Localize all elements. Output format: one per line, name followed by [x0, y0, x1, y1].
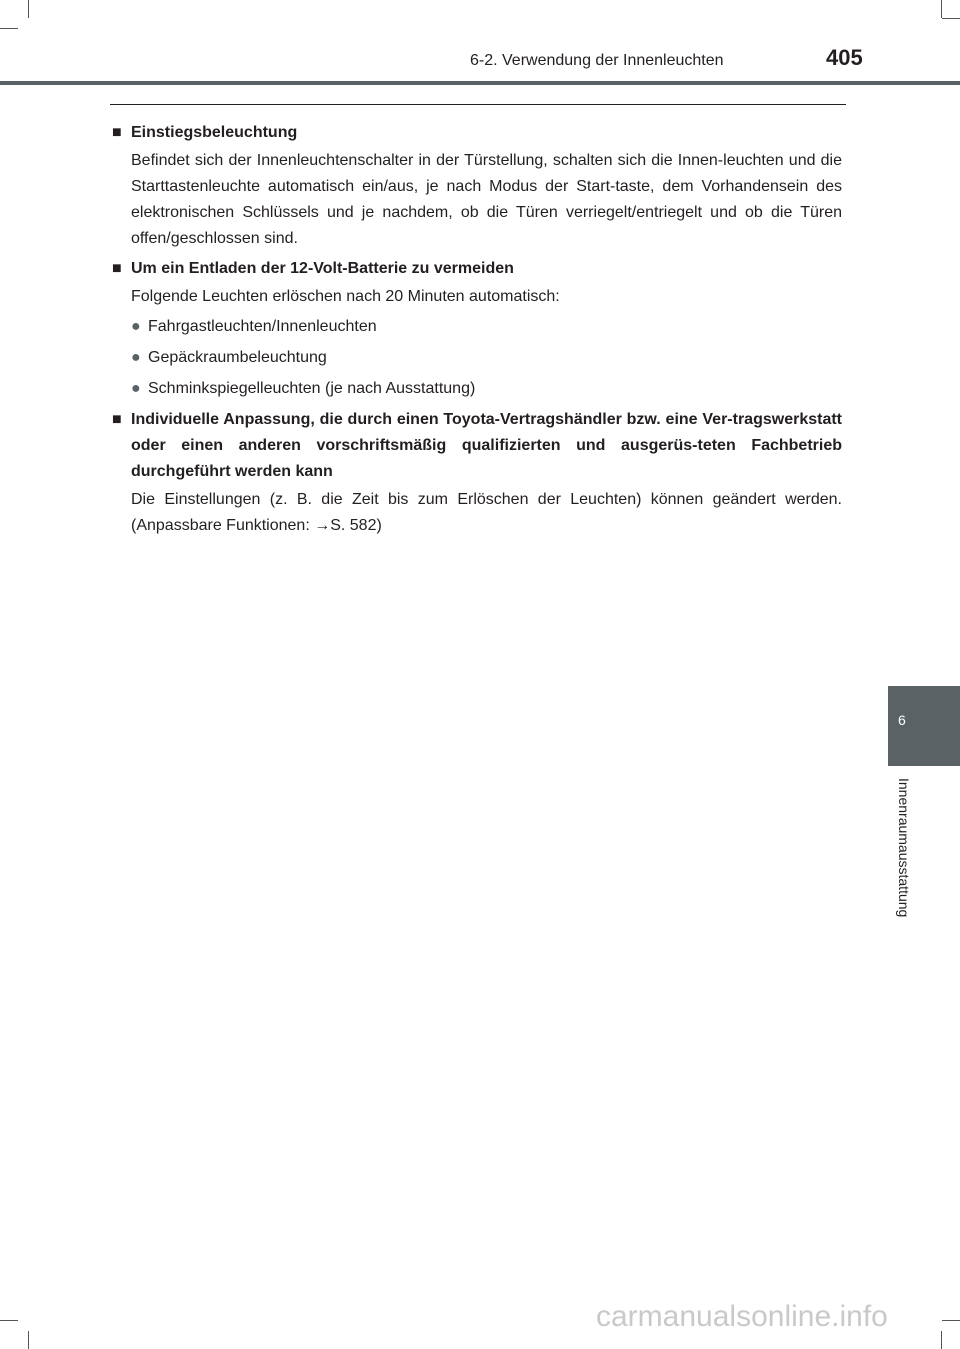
square-bullet-icon: ■ [112, 411, 122, 428]
square-bullet-icon: ■ [112, 124, 122, 141]
circle-bullet-icon: ● [131, 380, 141, 397]
section-heading-text: Um ein Entladen der 12-Volt-Batterie zu vermeiden [131, 260, 514, 277]
header-bar [0, 81, 960, 85]
section-heading [112, 256, 842, 282]
circle-bullet-icon: ● [131, 318, 141, 335]
section-anpassung [112, 407, 842, 539]
square-bullet-icon: ■ [112, 260, 122, 277]
watermark: carmanualsonline.info [596, 1300, 888, 1333]
list-item-text: Gepäckraumbeleuchtung [148, 349, 327, 366]
section-paragraph: Die Einstellungen (z. B. die Zeit bis zum Erlöschen der Leuchten) können geändert werden. (Anpassbare Funktionen: →S. 582) [131, 491, 842, 534]
page-number: 405 [826, 45, 863, 70]
list-item [131, 345, 842, 371]
circle-bullet-icon: ● [131, 349, 141, 366]
crop-mark [941, 1331, 942, 1349]
section-heading [112, 120, 842, 146]
crop-mark [28, 1331, 29, 1349]
section-heading [112, 407, 842, 485]
section-einstiegsbeleuchtung [112, 120, 842, 252]
bullet-list [131, 314, 842, 402]
crop-mark [0, 1320, 18, 1321]
section-heading-text: Einstiegsbeleuchtung [131, 124, 298, 141]
list-item-text: Schminkspiegelleuchten (je nach Ausstattung) [148, 380, 476, 397]
list-item [131, 376, 842, 402]
section-paragraph: Folgende Leuchten erlöschen nach 20 Minuten automatisch: [131, 288, 560, 305]
section-batterie [112, 256, 842, 402]
list-item-text: Fahrgastleuchten/Innenleuchten [148, 318, 377, 335]
crop-mark [942, 18, 960, 19]
crop-mark [0, 28, 18, 29]
page-content [112, 116, 842, 543]
content-top-rule [110, 104, 846, 105]
chapter-label: Innenraumausstattung [896, 778, 912, 918]
list-item [131, 314, 842, 340]
crop-mark [942, 1320, 960, 1321]
running-header: 6-2. Verwendung der Innenleuchten [470, 52, 724, 69]
section-heading-text: Individuelle Anpassung, die durch einen Toyota-Vertragshändler bzw. eine Ver-tragswerkstatt oder einen anderen vorschriftsmäßig qualifizierten und ausgerüs-teten Fachbetrieb durchgeführt werden kann [131, 411, 842, 480]
crop-mark [941, 0, 942, 18]
chapter-number: 6 [898, 712, 906, 728]
crop-mark [28, 0, 29, 18]
section-paragraph: Befindet sich der Innenleuchtenschalter in der Türstellung, schalten sich die Innen-leuchten und die Starttastenleuchte automatisch ein/aus, je nach Modus der Start-taste, dem Vorhandensein des elektronischen Schlüssels und je nachdem, ob die Türen verriegelt/entriegelt und ob die Türen offen/geschlossen sind. [131, 152, 842, 247]
